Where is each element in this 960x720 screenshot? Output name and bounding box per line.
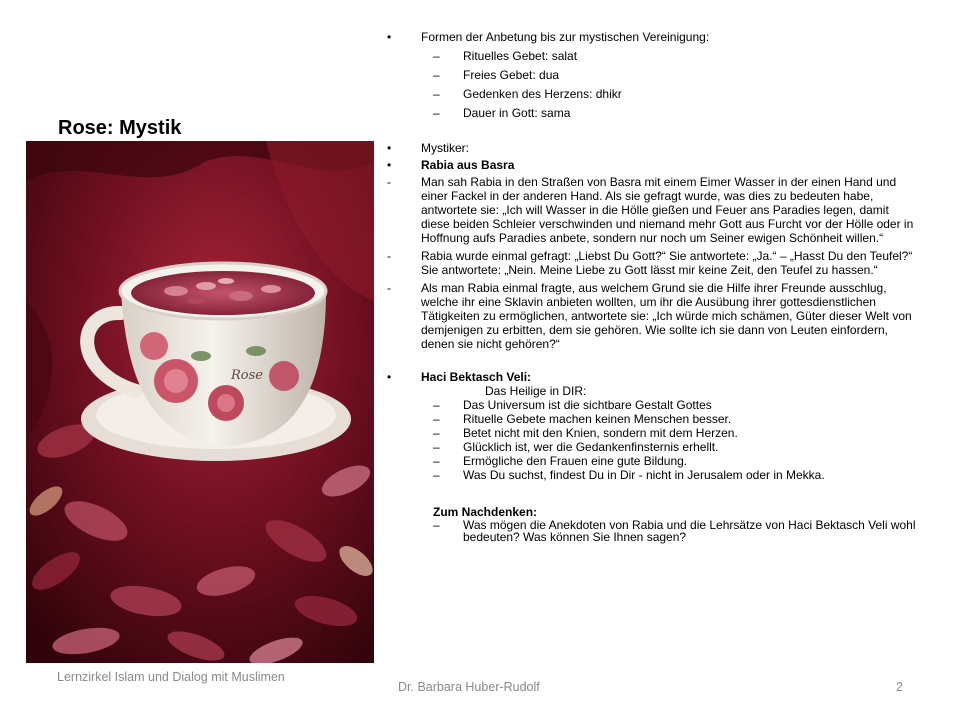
- rabia-anecdote: Man sah Rabia in den Straßen von Basra mit einem Eimer Wasser in der einen Hand und einer Fackel in der anderen Hand. Als sie gefragt wurde, was dies zu bedeuten habe, antwortete sie: „Ich will Wasser in die Hölle gießen und Feuer ans Paradies legen, damit diese beiden Schleier verschwinden und niemand mehr Gott aus Furcht vor der Hölle oder in Hoffnung aufs Paradies anbete, sondern nur noch um Seiner ewigen Schönheit willen.“: [421, 175, 914, 245]
- list-item: [387, 68, 917, 82]
- svg-text:Rose: Rose: [231, 368, 263, 383]
- hyphen-marker: -: [387, 175, 391, 189]
- form-item: Gedenken des Herzens: dhikr: [463, 87, 622, 101]
- form-item: Dauer in Gott: sama: [463, 106, 571, 120]
- list-item: [387, 454, 917, 468]
- list-item: [387, 468, 917, 482]
- dash-marker: –: [433, 398, 440, 412]
- dash-marker: –: [433, 454, 440, 468]
- anecdote-item: [387, 175, 917, 245]
- slide-content: [387, 30, 917, 543]
- slide-title: Rose: Mystik: [58, 117, 182, 139]
- dash-marker: –: [433, 518, 440, 532]
- form-item: Freies Gebet: dua: [463, 68, 560, 82]
- dash-marker: –: [433, 468, 440, 482]
- haci-saying: Rituelle Gebete machen keinen Menschen besser.: [463, 412, 732, 426]
- hyphen-marker: -: [387, 249, 391, 263]
- anecdote-item: [387, 249, 917, 277]
- haci-heading: Haci Bektasch Veli:: [421, 370, 532, 384]
- haci-subheading-item: [387, 384, 917, 398]
- footer-author: Dr. Barbara Huber-Rudolf: [398, 680, 540, 694]
- rabia-heading-item: [387, 158, 917, 172]
- dash-marker: –: [433, 68, 440, 82]
- footer-course-title: Lernzirkel Islam und Dialog mit Muslimen: [57, 670, 285, 684]
- haci-saying: Ermögliche den Frauen eine gute Bildung.: [463, 454, 688, 468]
- rabia-anecdote: Als man Rabia einmal fragte, aus welchem Grund sie die Hilfe ihrer Freunde ausschlug, welche ihr eine Sklavin anbieten wollten, um ihr die Ausübung ihrer gottesdienstlichen Tätigkeiten zu ermöglichen, antwortete sie: „Ich würde mich schämen, Güter dieser Welt von demjenigen zu erbitten, dem sie gehören. Wie sollte ich sie dann von Leuten einfordern, denen sie nicht gehören?“: [421, 281, 912, 351]
- list-item: [387, 412, 917, 426]
- dash-marker: –: [433, 106, 440, 120]
- haci-saying: Was Du suchst, findest Du in Dir - nicht in Jerusalem oder in Mekka.: [463, 468, 825, 482]
- anecdote-item: [387, 281, 917, 351]
- list-item: [387, 49, 917, 63]
- hyphen-marker: -: [387, 281, 391, 295]
- haci-subheading: Das Heilige in DIR:: [485, 384, 587, 398]
- bullet-marker: •: [387, 30, 392, 44]
- rabia-anecdote: Rabia wurde einmal gefragt: „Liebst Du Gott?“ Sie antwortete: „Ja.“ – „Hasst Du den Teufel?“ Sie antwortete: „Nein. Meine Liebe zu Gott lässt mir keine Zeit, den Teufel zu hassen.“: [421, 249, 913, 277]
- list-item: [387, 426, 917, 440]
- haci-saying: Glücklich ist, wer die Gedankenfinsternis erhellt.: [463, 440, 719, 454]
- footer-page-number: 2: [896, 680, 903, 694]
- mystiker-label: Mystiker:: [421, 141, 469, 155]
- list-item: [387, 440, 917, 454]
- forms-heading: Formen der Anbetung bis zur mystischen Vereinigung:: [421, 30, 710, 44]
- dash-marker: –: [433, 412, 440, 426]
- reflect-question: Was mögen die Anekdoten von Rabia und die Lehrsätze von Haci Bektasch Veli wohl bedeuten? Was können Sie Ihnen sagen?: [463, 518, 916, 544]
- mystiker-item: [387, 141, 917, 155]
- haci-saying: Das Universum ist die sichtbare Gestalt Gottes: [463, 398, 712, 412]
- bullet-marker: •: [387, 370, 392, 384]
- form-item: Rituelles Gebet: salat: [463, 49, 578, 63]
- dash-marker: –: [433, 426, 440, 440]
- reflect-heading-item: [387, 505, 917, 519]
- dash-marker: –: [433, 87, 440, 101]
- reflect-question-item: [387, 519, 917, 543]
- rabia-heading: Rabia aus Basra: [421, 158, 515, 172]
- bullet-marker: •: [387, 158, 392, 172]
- list-item: [387, 106, 917, 120]
- forms-heading-item: [387, 30, 917, 44]
- dash-marker: –: [433, 440, 440, 454]
- rose-cup-photo: [26, 141, 374, 663]
- dash-marker: –: [433, 49, 440, 63]
- haci-saying: Betet nicht mit den Knien, sondern mit dem Herzen.: [463, 426, 738, 440]
- haci-heading-item: [387, 370, 917, 384]
- bullet-marker: •: [387, 141, 392, 155]
- list-item: [387, 87, 917, 101]
- list-item: [387, 398, 917, 412]
- reflect-heading: Zum Nachdenken:: [433, 505, 538, 519]
